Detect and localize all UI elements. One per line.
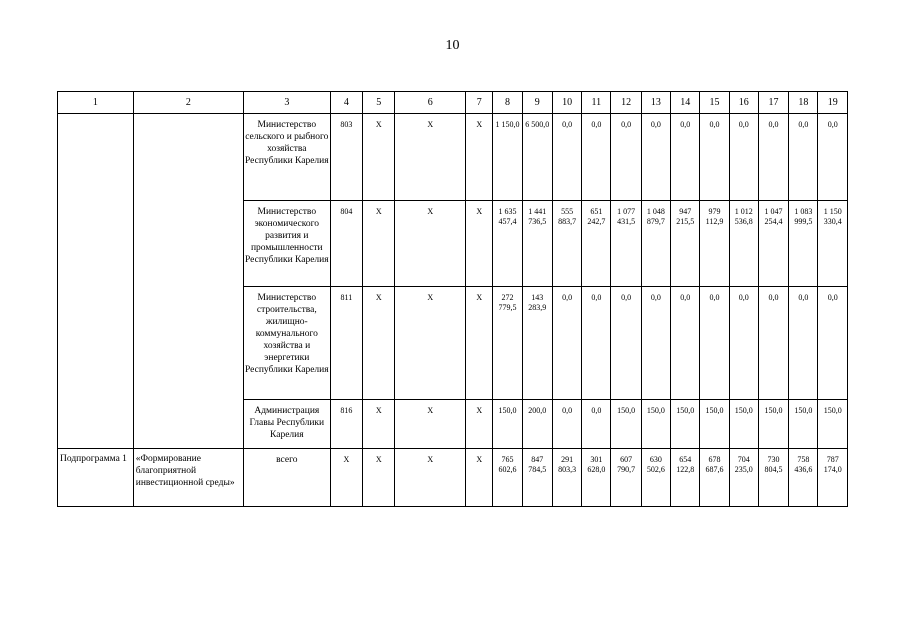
code-cell: 803 — [330, 114, 362, 201]
program-cell — [58, 114, 134, 449]
owner-cell: Администрация Главы Республики Карелия — [243, 400, 330, 449]
table-cell: X — [363, 449, 395, 507]
value-cell: 0,0 — [582, 400, 611, 449]
value-cell: 0,0 — [729, 287, 758, 400]
value-cell: 291 803,3 — [552, 449, 581, 507]
table-cell: X — [395, 287, 466, 400]
value-cell: 654 122,8 — [671, 449, 700, 507]
value-cell: 787 174,0 — [818, 449, 848, 507]
value-cell: 758 436,6 — [789, 449, 818, 507]
program-name-cell: «Формирование благоприятной инвестиционной среды» — [133, 449, 243, 507]
value-cell: 630 502,6 — [641, 449, 670, 507]
value-cell: 143 283,9 — [522, 287, 552, 400]
owner-cell: Министерство экономического развития и промышленности Республики Карелия — [243, 201, 330, 287]
header-cell: 10 — [552, 92, 581, 114]
table-cell: X — [395, 449, 466, 507]
table-cell: X — [363, 287, 395, 400]
value-cell: 1 012 536,8 — [729, 201, 758, 287]
table-cell: X — [395, 400, 466, 449]
value-cell: 150,0 — [700, 400, 729, 449]
header-cell: 11 — [582, 92, 611, 114]
value-cell: 0,0 — [700, 287, 729, 400]
value-cell: 150,0 — [641, 400, 670, 449]
value-cell: 1 635 457,4 — [493, 201, 522, 287]
value-cell: 0,0 — [789, 114, 818, 201]
code-cell: 804 — [330, 201, 362, 287]
table-cell: X — [363, 400, 395, 449]
value-cell: 0,0 — [729, 114, 758, 201]
value-cell: 200,0 — [522, 400, 552, 449]
value-cell: 0,0 — [818, 287, 848, 400]
value-cell: 0,0 — [552, 287, 581, 400]
header-cell: 19 — [818, 92, 848, 114]
owner-cell: всего — [243, 449, 330, 507]
owner-cell: Министерство сельского и рыбного хозяйства Республики Карелия — [243, 114, 330, 201]
value-cell: 704 235,0 — [729, 449, 758, 507]
header-cell: 2 — [133, 92, 243, 114]
value-cell: 0,0 — [641, 114, 670, 201]
value-cell: 0,0 — [611, 114, 641, 201]
table-cell: X — [466, 449, 493, 507]
header-cell: 14 — [671, 92, 700, 114]
value-cell: 150,0 — [729, 400, 758, 449]
program-cell: Подпрограмма 1 — [58, 449, 134, 507]
table-cell: X — [466, 287, 493, 400]
value-cell: 847 784,5 — [522, 449, 552, 507]
value-cell: 301 628,0 — [582, 449, 611, 507]
header-cell: 5 — [363, 92, 395, 114]
value-cell: 765 602,6 — [493, 449, 522, 507]
header-cell: 13 — [641, 92, 670, 114]
value-cell: 1 150 330,4 — [818, 201, 848, 287]
header-cell: 16 — [729, 92, 758, 114]
value-cell: 6 500,0 — [522, 114, 552, 201]
value-cell: 947 215,5 — [671, 201, 700, 287]
owner-cell: Министерство строительства, жилищно-коммунального хозяйства и энергетики Республики Карелия — [243, 287, 330, 400]
value-cell: 0,0 — [611, 287, 641, 400]
value-cell: 730 804,5 — [758, 449, 788, 507]
header-cell: 6 — [395, 92, 466, 114]
header-cell: 3 — [243, 92, 330, 114]
value-cell: 0,0 — [818, 114, 848, 201]
header-cell: 15 — [700, 92, 729, 114]
value-cell: 0,0 — [700, 114, 729, 201]
table-cell: X — [363, 201, 395, 287]
value-cell: 0,0 — [582, 114, 611, 201]
value-cell: 0,0 — [758, 287, 788, 400]
code-cell: X — [330, 449, 362, 507]
table-row — [58, 114, 848, 201]
value-cell: 1 047 254,4 — [758, 201, 788, 287]
code-cell: 811 — [330, 287, 362, 400]
page-number: 10 — [445, 38, 460, 53]
header-cell: 7 — [466, 92, 493, 114]
header-cell: 1 — [58, 92, 134, 114]
table-cell: X — [466, 400, 493, 449]
value-cell: 150,0 — [493, 400, 522, 449]
header-cell: 4 — [330, 92, 362, 114]
value-cell: 651 242,7 — [582, 201, 611, 287]
value-cell: 1 083 999,5 — [789, 201, 818, 287]
value-cell: 0,0 — [641, 287, 670, 400]
program-name-cell — [133, 114, 243, 449]
table-cell: X — [466, 114, 493, 201]
value-cell: 0,0 — [582, 287, 611, 400]
header-cell: 9 — [522, 92, 552, 114]
value-cell: 0,0 — [552, 114, 581, 201]
value-cell: 150,0 — [611, 400, 641, 449]
value-cell: 150,0 — [671, 400, 700, 449]
code-cell: 816 — [330, 400, 362, 449]
header-cell: 17 — [758, 92, 788, 114]
table-row — [58, 449, 848, 507]
value-cell: 0,0 — [671, 287, 700, 400]
header-cell: 12 — [611, 92, 641, 114]
header-row — [58, 92, 848, 114]
value-cell: 0,0 — [552, 400, 581, 449]
value-cell: 272 779,5 — [493, 287, 522, 400]
value-cell: 979 112,9 — [700, 201, 729, 287]
value-cell: 555 883,7 — [552, 201, 581, 287]
header-cell: 18 — [789, 92, 818, 114]
value-cell: 0,0 — [671, 114, 700, 201]
value-cell: 150,0 — [758, 400, 788, 449]
value-cell: 150,0 — [818, 400, 848, 449]
value-cell: 1 150,0 — [493, 114, 522, 201]
value-cell: 1 048 879,7 — [641, 201, 670, 287]
table-cell: X — [466, 201, 493, 287]
value-cell: 1 077 431,5 — [611, 201, 641, 287]
value-cell: 607 790,7 — [611, 449, 641, 507]
table-cell: X — [363, 114, 395, 201]
table-cell: X — [395, 114, 466, 201]
value-cell: 678 687,6 — [700, 449, 729, 507]
table-cell: X — [395, 201, 466, 287]
value-cell: 0,0 — [789, 287, 818, 400]
header-cell: 8 — [493, 92, 522, 114]
value-cell: 0,0 — [758, 114, 788, 201]
value-cell: 1 441 736,5 — [522, 201, 552, 287]
budget-table — [57, 91, 848, 507]
value-cell: 150,0 — [789, 400, 818, 449]
